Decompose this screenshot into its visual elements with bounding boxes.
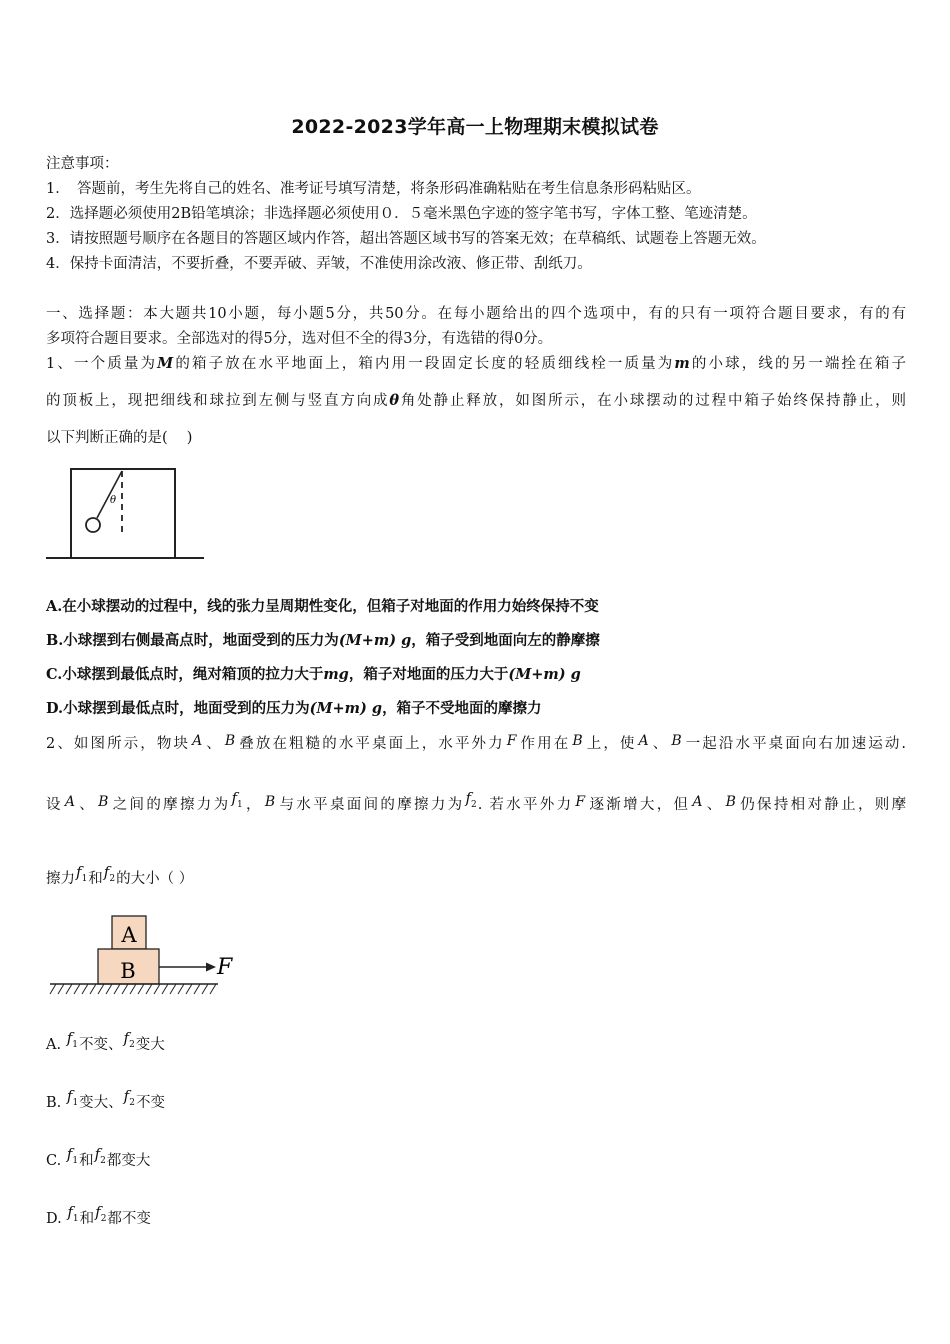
question-1-line3: 以下判断正确的是( ) bbox=[46, 430, 193, 446]
pendulum-ball bbox=[86, 518, 100, 532]
question-2-line3: 擦力$f_1$和$f_2$的大小（ ） bbox=[46, 863, 194, 887]
question-2-line1: 2、如图所示，物块 A 、 B 叠放在粗糙的水平桌面上，水平外力 F 作用在 B 上，使 A 、 B 一起沿水平桌面向右加速运动. bbox=[46, 733, 907, 752]
section-intro-line2: 多项符合题目要求。全部选对的得5分，选对但不全的得3分，有选错的得0分。 bbox=[46, 331, 553, 347]
notice-item: 4．保持卡面清洁，不要折叠，不要弄破、弄皱，不准使用涂改液、修正带、刮纸刀。 bbox=[46, 256, 592, 272]
q2-option-d: D. $f_1$和$f_2$都不变 bbox=[46, 1203, 151, 1227]
force-arrow-head bbox=[206, 963, 216, 972]
q1-option-d: D.小球摆到最低点时，地面受到的压力为(M+m) g，箱子不受地面的摩擦力 bbox=[46, 700, 542, 717]
force-label: F bbox=[217, 955, 233, 980]
question-1-line1: 1、一个质量为M的箱子放在水平地面上，箱内用一段固定长度的轻质细线栓一质量为m的小球，线的另一端拴在箱子 bbox=[46, 355, 906, 372]
notice-item: 2．选择题必须使用2B铅笔填涂；非选择题必须使用０．５毫米黑色字迹的签字笔书写，字体工整、笔迹清楚。 bbox=[46, 206, 757, 222]
question-2-line2: 设 A 、 B 之间的摩擦力为$f_1$， B 与水平桌面间的摩擦力为$f_2$. 若水平外力 F 逐渐增大，但 A 、 B 仍保持相对静止，则摩 bbox=[46, 789, 907, 813]
q2-option-c: C. $f_1$和$f_2$都变大 bbox=[46, 1145, 151, 1169]
notice-item: 1． 答题前，考生先将自己的姓名、准考证号填写清楚，将条形码准确粘贴在考生信息条形码粘贴区。 bbox=[46, 181, 701, 197]
section-intro-line1: 一、选择题：本大题共10小题，每小题5分，共50分。在每小题给出的四个选项中，有的只有一项符合题目要求，有的有 bbox=[46, 306, 906, 322]
q2-option-a: A. $f_1$不变、$f_2$变大 bbox=[46, 1029, 165, 1053]
box-outline bbox=[71, 469, 175, 558]
question-1-line2: 的顶板上，现把细线和球拉到左侧与竖直方向成θ角处静止释放，如图所示，在小球摆动的过程中箱子始终保持静止，则 bbox=[46, 392, 907, 409]
page-title: 2022-2023学年高一上物理期末模拟试卷 bbox=[291, 116, 659, 138]
block-a-label: A bbox=[121, 923, 137, 947]
q1-option-a: A.在小球摆动的过程中，线的张力呈周期性变化，但箱子对地面的作用力始终保持不变 bbox=[46, 598, 599, 615]
pendulum-box-figure bbox=[44, 466, 209, 564]
notice-heading: 注意事项： bbox=[46, 156, 119, 172]
q1-option-b: B.小球摆到右侧最高点时，地面受到的压力为(M+m) g，箱子受到地面向左的静摩擦 bbox=[46, 632, 600, 649]
theta-label: θ bbox=[110, 495, 117, 506]
table-hatching bbox=[50, 984, 216, 994]
q2-option-b: B. $f_1$变大、$f_2$不变 bbox=[46, 1087, 165, 1111]
block-b-label: B bbox=[120, 959, 136, 983]
notice-item: 3．请按照题号顺序在各题目的答题区域内作答，超出答题区域书写的答案无效；在草稿纸、试题卷上答题无效。 bbox=[46, 231, 766, 247]
q1-option-c: C.小球摆到最低点时，绳对箱顶的拉力大于mg，箱子对地面的压力大于(M+m) g bbox=[46, 666, 581, 683]
blocks-force-figure bbox=[46, 912, 241, 998]
